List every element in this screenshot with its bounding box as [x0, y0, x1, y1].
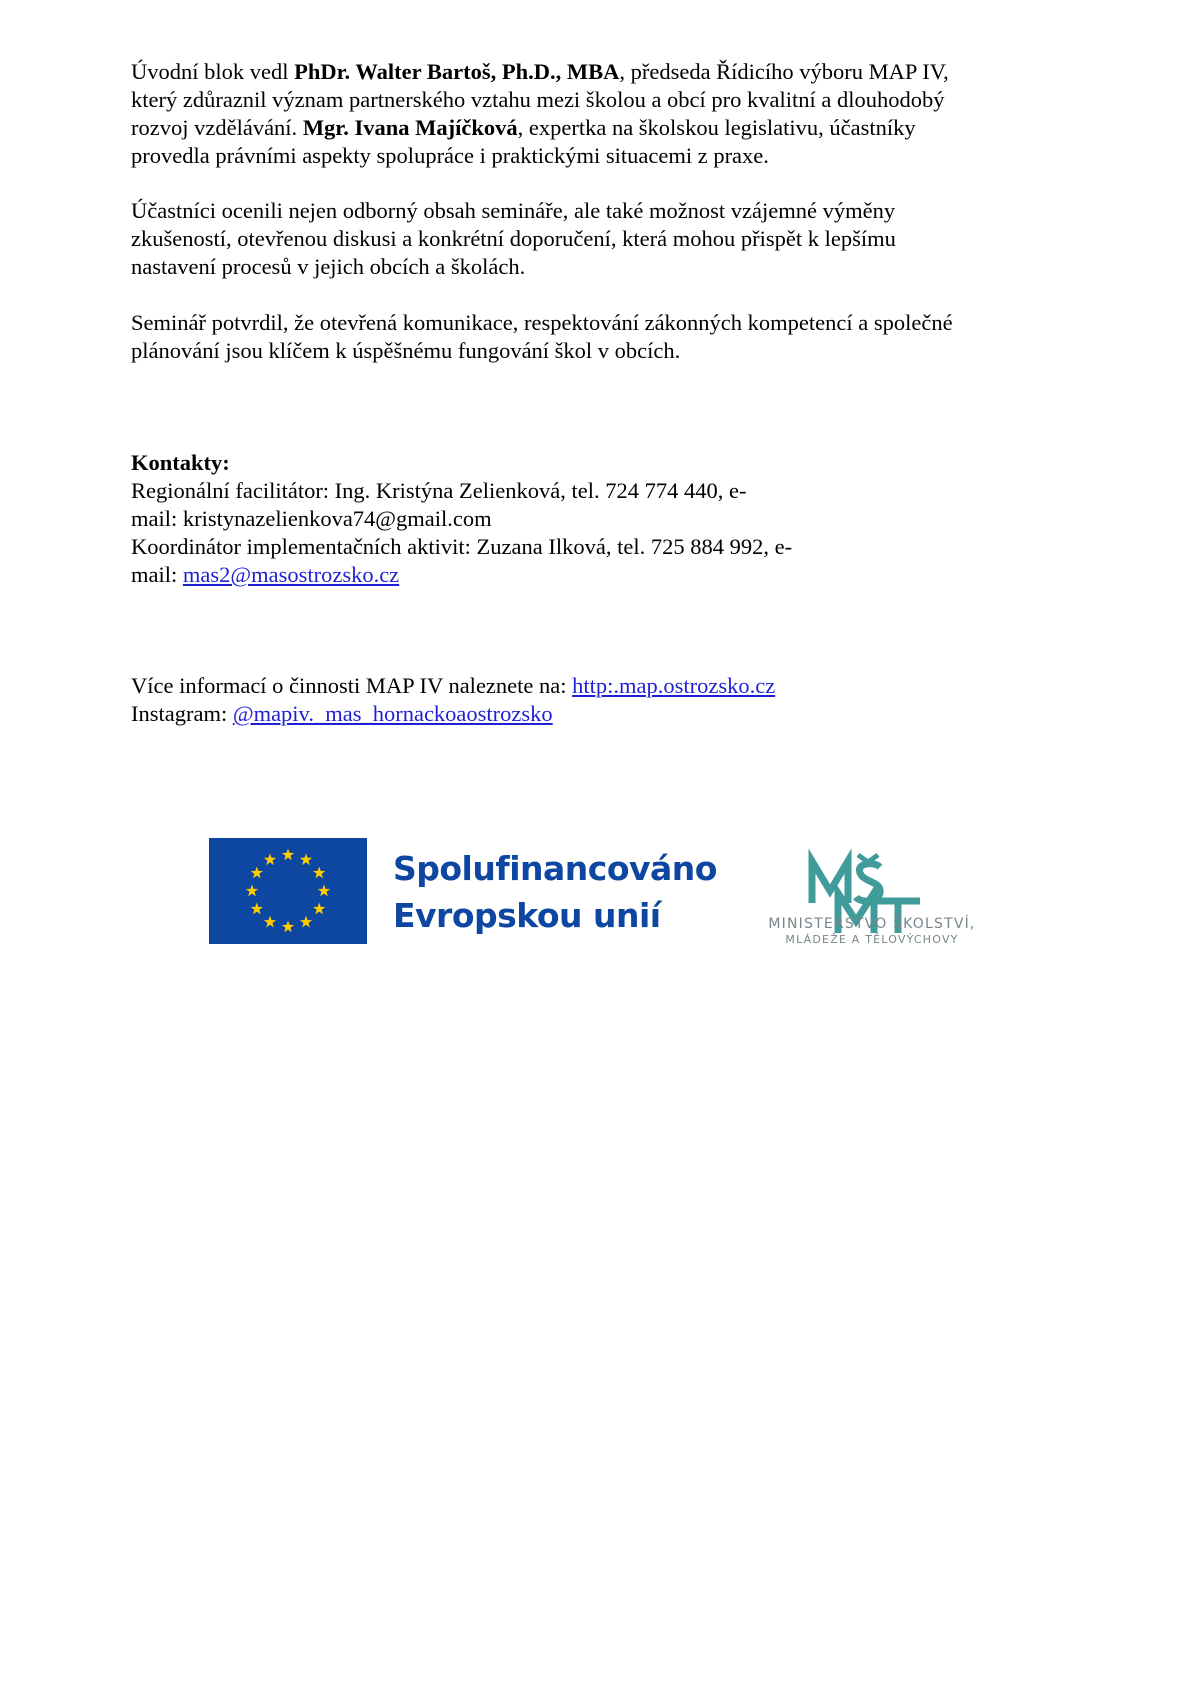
- msmt-mark-text: MŠMT: [752, 853, 755, 854]
- eu-star-icon: [300, 853, 312, 865]
- eu-star-icon: [313, 867, 325, 879]
- eu-star-icon: [282, 921, 294, 933]
- eu-star-icon: [264, 916, 276, 928]
- contacts-section: [131, 449, 1031, 589]
- intro-paragraph: [131, 58, 1031, 170]
- eu-stars-icon: [209, 838, 367, 944]
- instagram-link[interactable]: @mapiv._mas_hornackoaostrozsko: [232, 701, 553, 726]
- contact-facilitator: Regionální facilitátor: Ing. Kristýna Zelienková, tel. 724 774 440, e-: [131, 478, 747, 503]
- eu-star-icon: [251, 903, 263, 915]
- contact-coordinator-email-line: mail: mas2@masostrozsko.cz: [131, 562, 400, 587]
- contact-facilitator-email: mail: kristynazelienkova74@gmail.com: [131, 506, 492, 531]
- intro-line-2: který zdůraznil význam partnerského vztahu mezi školou a obcí pro kvalitní a dlouhodobý: [131, 87, 945, 112]
- eu-star-icon: [318, 885, 330, 897]
- eu-cofinancing-label: Spolufinancováno Evropskou unií: [393, 849, 717, 935]
- contacts-heading: Kontakty:: [131, 450, 230, 475]
- eu-star-icon: [282, 849, 294, 861]
- intro-line-1: Úvodní blok vedl PhDr. Walter Bartoš, Ph.D., MBA, předseda Řídicího výboru MAP IV,: [131, 59, 949, 84]
- coordinator-email-link[interactable]: mas2@masostrozsko.cz: [182, 562, 400, 587]
- eu-star-icon: [246, 885, 258, 897]
- msmt-caption: MINISTERSTVO ŠKOLSTVÍ, MLÁDEŽE A TĚLOVÝCHOVY: [768, 916, 976, 946]
- participants-paragraph: Účastníci ocenili nejen odborný obsah semináře, ale také možnost vzájemné výměny zkušeností, otevřenou diskusi a konkrétní doporučení, která mohou přispět k lepšímu nastavení procesů v jejich obcích a školách.: [131, 198, 896, 279]
- eu-star-icon: [300, 916, 312, 928]
- eu-star-icon: [264, 853, 276, 865]
- intro-line-3: rozvoj vzdělávání. Mgr. Ivana Majíčková, expertka na školskou legislativu, účastníky: [131, 115, 916, 140]
- eu-flag-logo: [209, 838, 367, 944]
- eu-star-icon: [313, 903, 325, 915]
- speaker-name-bartos: PhDr. Walter Bartoš, Ph.D., MBA: [294, 59, 620, 84]
- more-info-section: Více informací o činnosti MAP IV naleznete na: http:.map.ostrozsko.cz Instagram: @mapiv._mas_hornackoaostrozsko: [131, 673, 776, 726]
- speaker-name-majickova: Mgr. Ivana Majíčková: [302, 115, 518, 140]
- website-link[interactable]: http:.map.ostrozsko.cz: [572, 673, 776, 698]
- contact-coordinator: Koordinátor implementačních aktivit: Zuzana Ilková, tel. 725 884 992, e-: [131, 534, 793, 559]
- conclusion-paragraph: Seminář potvrdil, že otevřená komunikace, respektování zákonných kompetencí a společné plánování jsou klíčem k úspěšnému fungování škol v obcích.: [131, 310, 953, 363]
- intro-line-4: provedla právními aspekty spolupráce i praktickými situacemi z praxe.: [131, 143, 769, 168]
- eu-star-icon: [251, 867, 263, 879]
